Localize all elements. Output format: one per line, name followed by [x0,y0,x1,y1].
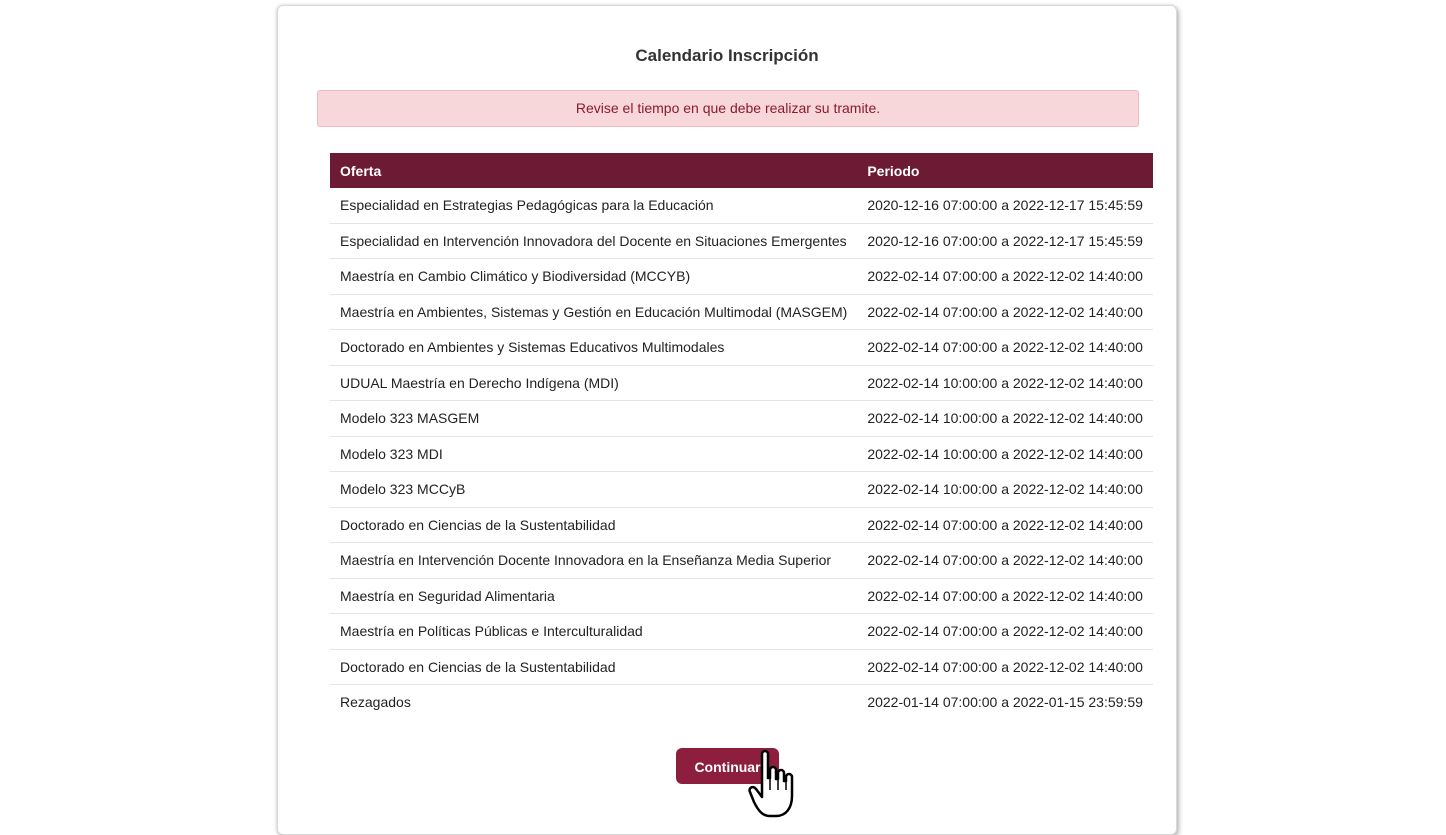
table-row [330,685,1153,720]
table-row [330,614,1153,650]
cell-periodo: 2020-12-16 07:00:00 a 2022-12-17 15:45:59 [857,223,1153,259]
cell-oferta: Modelo 323 MASGEM [330,401,857,437]
continue-button[interactable]: Continuar [676,748,779,784]
cell-oferta: Modelo 323 MCCyB [330,472,857,508]
alert-message: Revise el tiempo en que debe realizar su tramite. [317,90,1139,127]
cell-oferta: Modelo 323 MDI [330,436,857,472]
calendar-table [330,153,1153,720]
table-row [330,330,1153,366]
cell-periodo: 2022-02-14 07:00:00 a 2022-12-02 14:40:00 [857,330,1153,366]
cell-oferta: Doctorado en Ambientes y Sistemas Educativos Multimodales [330,330,857,366]
cell-oferta: Maestría en Intervención Docente Innovadora en la Enseñanza Media Superior [330,543,857,579]
cell-periodo: 2022-02-14 07:00:00 a 2022-12-02 14:40:00 [857,543,1153,579]
table-row [330,543,1153,579]
cell-periodo: 2022-02-14 07:00:00 a 2022-12-02 14:40:00 [857,614,1153,650]
table-row [330,401,1153,437]
column-header-periodo: Periodo [857,153,1153,188]
cell-periodo: 2022-02-14 07:00:00 a 2022-12-02 14:40:00 [857,578,1153,614]
cell-periodo: 2020-12-16 07:00:00 a 2022-12-17 15:45:59 [857,188,1153,223]
cell-oferta: Maestría en Cambio Climático y Biodiversidad (MCCYB) [330,259,857,295]
table-row [330,365,1153,401]
cell-periodo: 2022-02-14 10:00:00 a 2022-12-02 14:40:00 [857,472,1153,508]
table-row [330,472,1153,508]
cell-periodo: 2022-02-14 07:00:00 a 2022-12-02 14:40:00 [857,507,1153,543]
cell-oferta: Maestría en Ambientes, Sistemas y Gestión en Educación Multimodal (MASGEM) [330,294,857,330]
cell-periodo: 2022-02-14 10:00:00 a 2022-12-02 14:40:00 [857,436,1153,472]
cell-oferta: Maestría en Políticas Públicas e Interculturalidad [330,614,857,650]
cell-periodo: 2022-02-14 10:00:00 a 2022-12-02 14:40:00 [857,365,1153,401]
table-row [330,578,1153,614]
table-row [330,223,1153,259]
cell-periodo: 2022-02-14 10:00:00 a 2022-12-02 14:40:00 [857,401,1153,437]
table-row [330,188,1153,223]
hand-pointer-icon [748,748,808,820]
table-header-row [330,153,1153,188]
cell-periodo: 2022-02-14 07:00:00 a 2022-12-02 14:40:00 [857,294,1153,330]
table-body [330,188,1153,720]
column-header-oferta: Oferta [330,153,857,188]
table-row [330,649,1153,685]
cell-oferta: Maestría en Seguridad Alimentaria [330,578,857,614]
cell-oferta: Doctorado en Ciencias de la Sustentabilidad [330,649,857,685]
table-row [330,436,1153,472]
registration-calendar-card [277,5,1177,835]
cell-periodo: 2022-02-14 07:00:00 a 2022-12-02 14:40:00 [857,259,1153,295]
cell-oferta: UDUAL Maestría en Derecho Indígena (MDI) [330,365,857,401]
cell-oferta: Especialidad en Intervención Innovadora del Docente en Situaciones Emergentes [330,223,857,259]
table-row [330,259,1153,295]
cell-periodo: 2022-02-14 07:00:00 a 2022-12-02 14:40:00 [857,649,1153,685]
table-row [330,294,1153,330]
cell-oferta: Doctorado en Ciencias de la Sustentabilidad [330,507,857,543]
cell-periodo: 2022-01-14 07:00:00 a 2022-01-15 23:59:59 [867,694,1143,711]
cell-oferta: Rezagados [340,694,411,711]
table-row [330,507,1153,543]
page-title: Calendario Inscripción [635,46,819,65]
cell-oferta: Especialidad en Estrategias Pedagógicas para la Educación [330,188,857,223]
